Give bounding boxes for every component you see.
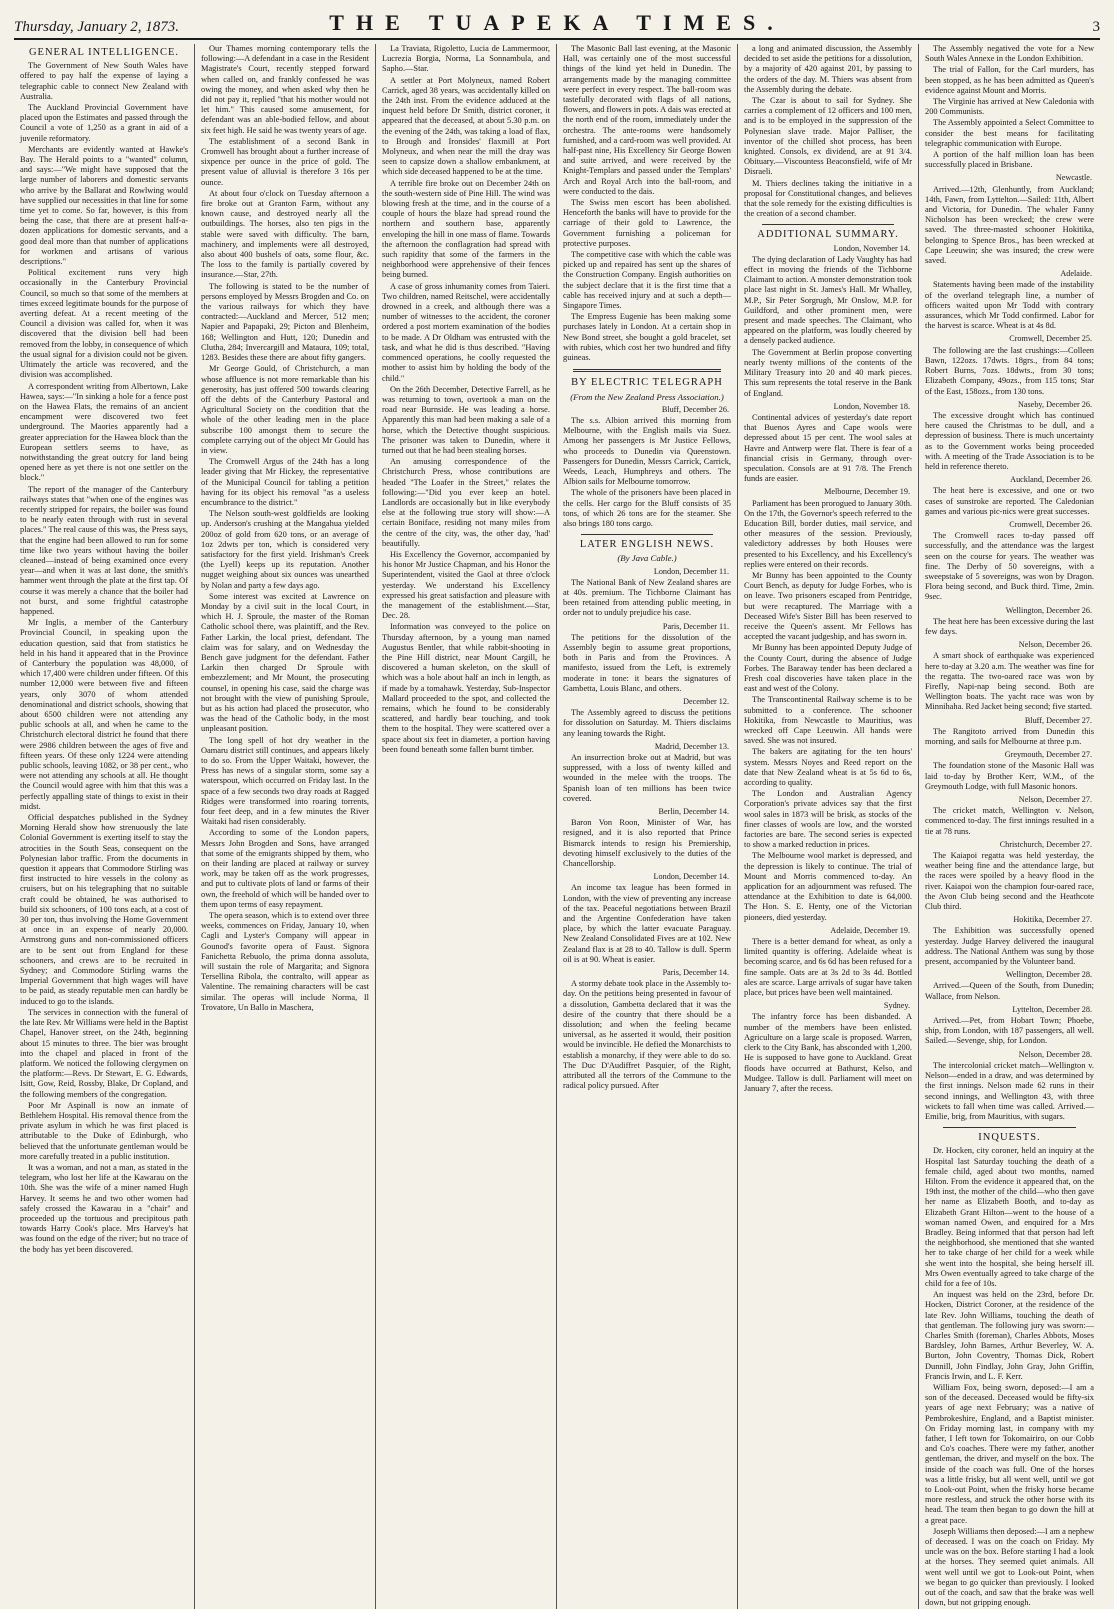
paragraph: A correspondent writing from Albertown, Lake Hawea, says:—"In sinking a hole for a fence post on the Hawea Flats, the remains of an ancient encampment were discovered two feet underground. The Maories apparently had a greater appreciation for the Hawea block than the European settlers seems to have, as notwithstanding the great outcry for land being opened here as yet there is not one settler on the block.": [20, 381, 188, 483]
dateline: Cromwell, December 25.: [1009, 334, 1092, 344]
paragraph: Some interest was excited at Lawrence on Monday by a civil suit in the local Court, in which H. J. Sproule, the master of the Roman Catholic school there, was plaintiff, and the Rev. Father Larkin, the local priest, defendant. The claim was for salary, and on Wednesday the Bench gave judgment for the defendant. Father Larkin then charged Dr Sproule with embezzlement; and Mr Mount, the prosecuting counsel, in opening his case, said the charge was not brought with the view of punishing Sproule, but as his action had placed the prosecutor, who was the head of the Catholic body, in the most unpleasant position.: [201, 591, 369, 734]
dateline: Adelaide, December 19.: [830, 925, 910, 935]
column-1: [14, 44, 195, 1609]
paragraph: The establishment of a second Bank in Cromwell has brought about a further increase of sixpence per ounce in the price of gold. The present value of alluvial is therefore 3 16s per ounce.: [201, 136, 369, 187]
paragraph: The Assembly negatived the vote for a New South Wales Annexe in the London Exhibition.: [925, 44, 1094, 64]
news-item: Arrived.—12th, Glenhuntly, from Auckland; 14th, Fawn, from Lyttelton.—Sailed: 11th, Albert and Victoria, for Dunedin. The whaler Fanny Nicholson has been wrecked; the crew were saved. The three-masted schooner Hokitika, belonging to Spence Bros., has been wrecked at Cape Leeuwin; she was insured; the crew were saved.: [925, 184, 1094, 266]
news-item: The whole of the prisoners have been placed in the cells. Her cargo for the Bluff consists of 35 tons, of which 26 tons are for the steamer. She also brings 180 tons cargo.: [563, 488, 731, 528]
dateline: Adelaide.: [1060, 269, 1092, 279]
news-item: The Kaiapoi regatta was held yesterday, the weather being fine and the attendance large, but the races were spoiled by a heavy flood in the river. Kaiapoi won the champion four-oared race, the Avon Club being second and the Heathcote Club third.: [925, 851, 1094, 912]
paragraph: Information was conveyed to the police on Thursday afternoon, by a young man named Augustus Bentler, that while rabbit-shooting in the Pine Hill district, near Mount Cargill, he discovered a human skeleton, on the skull of which was a hole about half an inch in length, as if made by a tomahawk. Yesterday, Sub-Inspector Mallard proceeded to the spot, and collected the remains, which he found to be considerably scattered, and hardly bear touching, and took them to the hospital. They were scattered over a space about six feet in diameter, a portion having been found beneath some fallen burnt timber.: [382, 622, 550, 754]
section-heading: LATER ENGLISH NEWS.: [579, 539, 715, 551]
paragraph: Joseph Williams then deposed:—I am a nephew of deceased. I was on the coach on Friday. My uncle was on the box. Before starting I had a look at the horses. They seemed quiet animals. All went well until we got to Look-out Point, when we began to go quicker than previously. I looked out of the coach, and saw that the brake was well down, but not gripping enough.: [925, 1526, 1094, 1608]
paragraph: The Swiss men escort has been abolished. Henceforth the banks will have to provide for the carriage of their gold to Lawrence, the Government furnishing a policeman for protective purposes.: [563, 198, 731, 248]
page-number: 3: [1092, 19, 1100, 35]
news-item: The Assembly agreed to discuss the petitions for dissolution on Saturday. M. Thiers disclaims any leaning towards the Right.: [563, 708, 731, 738]
paragraph: An inquest was held on the 23rd, before Dr. Hocken, District Coroner, at the residence of the late Rev. John Williams, touching the death of that gentleman. The following jury was sworn:—Charles Smith (foreman), Charles Abbots, Moses Bardsley, John Barnes, Arthur Beverley, W. A. Burton, John Coventry, Thomas Dick, Robert Dunnill, John Findlay, John Gray, John Griffin, Francis Irwin, and L. F. Kerr.: [925, 1290, 1094, 1381]
column-6: [919, 44, 1100, 1609]
news-item: The infantry force has been disbanded. A number of the members have been enlisted. Agriculture on a large scale is proposed. Warren, clerk to the City Bank, has absconded with 1,200. He is supposed to have gone to Auckland. Great floods have occurred at Bathurst, Kelso, and Mudgee. Tallow is dull. Parliament will meet on January 7, after the recess.: [744, 1012, 912, 1093]
news-item: An income tax league has been formed in London, with the view of preventing any increase of the tax. Peaceful negotiations between Brazil and the Argentine Confederation have taken place, by which the latter evacuate Paraguay. New Zealand Consolidated Fives are at 102. New Zealand flax is at 28 to 40. Tallow is dull. Sperm oil is at 90. Wheat is easier.: [563, 883, 731, 964]
section-heading: BY ELECTRIC TELEGRAPH: [571, 377, 723, 389]
column-3: [376, 44, 557, 1609]
article-body: [563, 44, 731, 363]
section-subhead: (From the New Zealand Press Association.): [570, 391, 724, 402]
news-item: The Melbourne wool market is depressed, and the depression is likely to continue. The trial of Mount and Morris commenced to-day. An application for an adjournment was refused. The attendance at the Exhibition to date is 64,000. The Hon. S. E. Henty, one of the Victorian pioneers, died yesterday.: [744, 851, 912, 922]
news-item: An insurrection broke out at Madrid, but was suppressed, with a loss of twenty killed and wounded in the melee with the troops. The Spanish loan of ten millions has been twice covered.: [563, 753, 731, 803]
column-2: [195, 44, 376, 1609]
dateline: Nelson, December 27.: [1018, 795, 1092, 805]
paragraph: Merchants are evidently wanted at Hawke's Bay. The Herald points to a "wanted" column, and says:—"We might have supposed that the large number of laborers and domestic servants who arrive by the Ballarat and Rowlwing would have supplied our necessities in that line for some time yet to come. So far, however, is this from being the case, that there are at present half-a-dozen applications for domestic servants, and a good deal more than that number of applications for workmen and artisans of various descriptions.": [20, 144, 188, 267]
column-4: [557, 44, 738, 1609]
summary-items: [744, 244, 912, 1094]
paragraph: A settler at Port Molyneux, named Robert Carrick, aged 38 years, was accidentally killed on the 24th inst. From the evidence adduced at the inquest held before Dr Smith, district coroner, it appeared that the deceased, at about 5.30 p.m. on the evening of the 24th, was taking a load of flax, to Brough and Ironsides' flaxmill at Port Molyneux, and when near the mill the dray was seen to capsize down a shallow embankment, at which side deceased happened to be at the time.: [382, 75, 550, 177]
paragraph: The long spell of hot dry weather in the Oamaru district still continues, and appears likely to do so. From the Upper Waitaki, however, the Press has news of a singular storm, some say a waterspout, which occurred on Friday last. In the space of a few seconds two dray roads at Ragged Ridges were transformed into roaring torrents, four feet deep, and in a few minutes the River Waitaki had risen considerably.: [201, 735, 369, 827]
paragraph: The following is stated to be the number of persons employed by Messrs Brogden and Co. on the various railways for which they have contracted:—Auckland and Mercer, 512 men; Napier and Papapaki, 29; Picton and Blenheim, 168; Wellington and Hutt, 120; Dunedin and Clutha, 284; Invercargill and Mataura, 109; total, 1283. Besides these there are about fifty gangers.: [201, 281, 369, 363]
news-item: The foundation stone of the Masonic Hall was laid to-day by Brother Kerr, W.M., of the Greymouth Lodge, with full Masonic honors.: [925, 761, 1094, 791]
news-item: The Government at Berlin propose converting nearly twenty millions of the contents of the Military Treasury into 20 and 40 mark pieces. This sum represents the total reserve in the Bank of England.: [744, 347, 912, 398]
article-body: [20, 61, 188, 1255]
news-item: The petitions for the dissolution of the Assembly begin to assume great proportions, both in Paris and from the Provinces. A manifesto, issued from the Left, is extremely moderate in tone: it bears the signatures of Gambetta, Louis Blanc, and others.: [563, 632, 731, 693]
issue-date: Thursday, January 2, 1873.: [14, 19, 179, 35]
paragraph: A terrible fire broke out on December 24th on the south-western side of Pine Hill. The wind was blowing fresh at the time, and in the course of a couple of hours the blaze had spread round the northern and southern base, apparently enveloping the hill in one mass of flame. Towards the afternoon the conflagration had spread with such rapidity that some of the farmers in the neighborhood were apprehensive of their fences being burned.: [382, 178, 550, 280]
section-divider: [573, 369, 721, 372]
news-item: The cricket match, Wellington v. Nelson, commenced to-day. The first innings resulted in a tie at 78 runs.: [925, 806, 1094, 836]
news-item: A stormy debate took place in the Assembly to-day. On the petitions being presented in favour of a dissolution, Gambetta declared that it was the desire of the country that there should be a dissolution; and when the feeling became universal, as he asserted it would, their position would be invincible. He defied the Monarchists to establish a monarchy, if they were able to do so. The Duc D'Audiffret Pasquier, of the Right, attributed all the terrors of the Commune to the radical policy pursued. After: [563, 979, 731, 1091]
paragraph: The services in connection with the funeral of the late Rev. Mr Williams were held in the Baptist Chapel, Hanover street, on the 24th, beginning about 15 minutes to three. The bier was brought into the chapel and placed in front of the platform. We noticed the following clergymen on the platform:—Revs. Dr Stewart, E. G. Edwards, Isitt, Gow, Reid, Rossby, Blake, Dr Copland, and the following members of the congregation.: [20, 1007, 188, 1099]
news-item: Mr Bunny has been appointed to the County Court Bench, as deputy for Judge Forbes, who is on leave. Two prisoners escaped from Pentridge, but were recaptured. The Marriage with a Deceased Wife's Sister Bill has been reserved to receive the Queen's assent. Mr Fellows has accepted the vacant judgeship, and has sworn in.: [744, 570, 912, 642]
news-item: Arrived.—Pet, from Hobart Town; Phoebe, ship, from London, with 187 passengers, all well. Sailed.—Sevenge, ship, for London.: [925, 1016, 1094, 1046]
news-item: The Transcontinental Railway scheme is to be submitted to a conference. The schooner Hokitika, from Newcastle to Mauritius, was wrecked off Cape Leeuwin. All hands were saved. She was not insured.: [744, 695, 912, 746]
paragraph: The Auckland Provincial Government have placed upon the Estimates and passed through the Council a vote of 1,250 as a grant in aid of a juvenile reformatory.: [20, 103, 188, 143]
paragraph: William Fox, being sworn, deposed:—I am a son of the deceased. Deceased would be fifty-six years of age next February; was a native of Pembrokeshire, England, and a Baptist minister. On Friday morning last, in company with my father, I left town for Tokomairiro, on our Cobb and Co's coaches. There were my father, another gentleman, the driver, and myself on the box. The inside of the coach was full. One of the horses was a little frisky, but all went well, until we got to Look-out Point, when the frisky horse became more restless, and struck the other horse with its head. The team then began to go down the hill at a great pace.: [925, 1382, 1094, 1525]
news-item: Continental advices of yesterday's date report that Buenos Ayres and Cape wools were depressed about 15 per cent. The wool sales at Havre and Antwerp were flat. There is fear of a financial crisis in Germany, through over-speculation. Consols are at 91 7/8. The French funds are easier.: [744, 412, 912, 484]
news-item: Baron Von Roon, Minister of War, has resigned, and it is also reported that Prince Bismarck intends to resign his Premiership, devoting himself exclusively to the duties of the Chancellorship.: [563, 818, 731, 869]
dateline: Greymouth, December 27.: [1004, 750, 1092, 760]
paragraph: The Czar is about to sail for Sydney. She carries a complement of 12 officers and 100 men, and is to be employed in the suppression of the Polynesian slave trade. Major Palliser, the inventor of the chilled shot process, has been knighted. Consols, ex dividend, are at 91 3/4. Obituary.—Viscountess Beaconsfield, wife of Mr Disraeli.: [744, 96, 912, 177]
dateline: Christchurch, December 27.: [999, 839, 1092, 849]
paragraph: The report of the manager of the Canterbury railways states that "when one of the engines was recently stripped for repairs, the boiler was found to be nearly eaten through with rust in several places." The real cause of this was, the Press says, that the engine had been allowed to run for some time like two years without having the boiler cleaned—instead of being examined once every year—and when it was at last done, the smith's hammer went through the plate at the first tap. Of course it was merely a chance that the boiler had not burst, and some frightful catastrophe happened.: [20, 484, 188, 616]
news-item: The intercolonial cricket match—Wellington v. Nelson—ended in a draw, and was determined by the first innings. Nelson made 62 runs in their second innings, and Wellington 43, with three wickets to fall when time was called. Arrived.—Emilie, brig, from Mauritius, with sugars.: [925, 1060, 1094, 1121]
newspaper-title: THE TUAPEKA TIMES.: [329, 10, 785, 35]
news-items: [925, 173, 1094, 1122]
telegraph-items: [563, 405, 731, 529]
article-body: [925, 44, 1094, 170]
news-item: Statements having been made of the instability of the overland telegraph line, a number of officers waited upon Mr Todd with contrary assurances, which Mr Todd confirmed. Labor for the harvest is scarce. Wheat is at 4s 8d.: [925, 280, 1094, 331]
paragraph: M. Thiers declines taking the initiative in a proposal for Constitutional changes, and believes that the sole remedy for the existing difficulties is the creation of a second chamber.: [744, 178, 912, 219]
dateline: Bluff, December 27.: [1024, 715, 1092, 725]
paragraph: Dr. Hocken, city coroner, held an inquiry at the Hospital last Saturday touching the death of a female child, aged about two months, named Hilton. From the evidence it appeared that, on the 19th inst, the mother of the child—who then gave her name as Elizabeth Booth, and to-day as Elizabeth Grant Hilton—went to the house of a woman named Owen, and enquired for a Mrs Bradley. Being informed that that person had left the neighborhood, she mentioned that she wanted her to take charge of her child for a week while she went into the hospital, she being herself ill. Mrs Owen eventually agreed to take charge of the child for a fee of 10s.: [925, 1146, 1094, 1288]
news-item: The bakers are agitating for the ten hours' system. Messrs Noyes and Reed report on the date that New Zealand wheat is at 5s 6d to 6s, according to quality.: [744, 747, 912, 788]
paragraph: His Excellency the Governor, accompanied by his honor Mr Justice Chapman, and his Honor the Superintendent, visited the Gaol at three o'clock yesterday. We understand his Excellency expressed his great satisfaction and pleasure with the management of the establishment.—Star, Dec. 28.: [382, 549, 550, 621]
paragraph: Official despatches published in the Sydney Morning Herald show how strenuously the late Colonial Government is exerting itself to stay the atrocities in the South Seas, consequent on the Polynesian labor traffic. From the documents in question it appears that Commodore Stirling was first instructed to hire vessels in the colony as cruisers, but on his telegraphing that no suitable craft could be obtained, he was authorised to build six schooners, of 100 tons each, at a cost of 30 per ton, thus involving the Home Government at once in an expense of nearly 20,000. Armstrong guns and non-commissioned officers are to be sent out from England for these schooners, and crews are to be recruited in Sydney; and Commodore Stirling warns the Imperial Government that high wages will have to be paid, as steady reputable men can hardly be induced to go to the islands.: [20, 813, 188, 1006]
paragraph: Poor Mr Aspinall is now an inmate of Bethlehem Hospital. His removal thence from the private asylum in which he was first placed is attributable to the Duke of Edinburgh, who believed that the unfortunate gentleman would be more carefully treated in a public institution.: [20, 1100, 188, 1161]
news-item: The excessive drought which has continued here caused the Christmas to be dull, and a depression of business. There is much uncertainty as to the Government works being proceeded with. A meeting of the Trade Association is to be held in reference thereto.: [925, 410, 1094, 471]
news-item: The heat here is excessive, and one or two cases of sunstroke are reported. The Caledonian games and various pic-nics were great successes.: [925, 486, 1094, 516]
article-body: [744, 44, 912, 219]
paragraph: Mr Inglis, a member of the Canterbury Provincial Council, in speaking upon the education question, said that from statistics he held in his hand it appeared that in the Province of Canterbury the population was 48,000, of which 17,400 were children under fifteen. Of this number 12,000 were between five and fifteen years, only 3070 of whom attended denominational and district schools, showing that about 6500 children were not attending any public schools at all, and when he came to the Christchurch electoral district he found that there were 2986 children between the ages of five and fifteen years. Of these only 1224 were attending public schools, leaving 1082, or 38 per cent., who were not attending any schools at all. He thought the Council would agree with him that this was a perfectly appalling state of things to exist in their midst.: [20, 618, 188, 811]
paragraph: The Nelson south-west goldfields are looking up. Anderson's crushing at the Mangahua yielded 200oz of gold from 620 tons, or an average of 1oz 2dwts per ton, which is considered very satisfactory for the first yield. Irishman's Creek (the Lyell) keeps up its reputation. Another nugget weighing about six ounces was unearthed by Nolan and party a few days ago.: [201, 509, 369, 590]
news-item: The s.s. Albion arrived this morning from Melbourne, with the English mails via Suez. Among her passengers is Mr Justice Fellows, who proceeds to Dunedin via Queenstown. Passengers for Dunedin, Messrs Carrick, Carrick, Weeds, Leach, Humphreys and others. The Albion sails for Melbourne tomorrow.: [563, 415, 731, 487]
paragraph: La Traviata, Rigoletto, Lucia de Lammermoor, Lucrezia Borgia, Norma, La Sonnambula, and Sapho.—Star.: [382, 44, 550, 74]
news-item: The dying declaration of Lady Vaughty has had effect in moving the friends of the Tichborne Claimant to action. A monster demonstration took place last night in St. James's Hall. Mr Whalley, M.P., Sir Peter Sorgrugh, Mr Onslow, M.P. for Guildford, and other prominent men, were present and made speeches. The Claimant, who appeared on the platform, was loudly cheered by a densely packed audience.: [744, 254, 912, 346]
dateline: Wellington, December 28.: [1005, 970, 1092, 980]
dateline: London, November 14.: [833, 243, 910, 253]
paragraph: The opera season, which is to extend over three weeks, commences on Friday, January 10, when Cagli and Lyster's Company will appear in Gounod's favorite opera of Faust. Signora Fanichetta Rebuolo, the prima donna assoluta, will sustain the role of Margarita; and Signora Tersellina Ribola, the contralto, will appear as Valentine. The remaining characters will be cast similar. The operas will include Norma, Il Trovatore, Un Ballo in Maschera,: [201, 911, 369, 1012]
paragraph: It was a woman, and not a man, as stated in the telegram, who lost her life at the Kawarau on the 10th. She was the wife of a miner named Hugh Harvey. It seems he and two other women had safely crossed the Kawarau in a "chair" and proceeded up the tortuous and precipitous path towards Harry Cook's place. Mrs Harvey's hat was found on the edge of the river; but no trace of the body has yet been discovered.: [20, 1162, 188, 1254]
dateline: Nelson, December 26.: [1018, 640, 1092, 650]
paragraph: A case of gross inhumanity comes from Taieri. Two children, named Reitschel, were accidentally drowned in a creek, and although there was a number of witnesses to the accident, the coroner ordered a post mortem examination of the bodies to be made. A Dr Oldham was entrusted with the task, and what he did is thus described. "Having commenced operations, he coolly requested the mother to assist him by holding the body of the child.": [382, 281, 550, 383]
section-divider: [762, 224, 894, 225]
news-item: The following are the last crushings:—Colleen Bawn, 122ozs. 17dwts. 18grs., from 84 tons; Robert Burns, 7ozs. 18dwts., from 30 tons; Elizabeth Company, 49ozs., from 115 tons; Star of the East, 158ozs., from 130 tons.: [925, 345, 1094, 396]
dateline: Newcastle.: [1055, 173, 1092, 183]
paragraph: According to some of the London papers, Messrs John Brogden and Sons, have arranged that some of the emigrants shipped by them, who on their landing are placed at railway or survey work, may be taken off as the work progresses, and put to cultivate plots of land or farms of their own, the freehold of which will be handed over to them upon terms of easy repayment.: [201, 828, 369, 909]
dateline: London, December 14.: [653, 872, 729, 882]
paragraph: The Cromwell Argus of the 24th has a long leader giving that Mr Hickey, the representative of the Municipal Council for tabling a petition having for its object his removal "as a useless encumbrance to the district.": [201, 457, 369, 507]
paragraph: A portion of the half million loan has been successfully placed in Brisbane.: [925, 150, 1094, 170]
news-item: Arrived.—Queen of the South, from Dunedin; Wallace, from Nelson.: [925, 981, 1094, 1001]
dateline: Naseby, December 26.: [1017, 399, 1092, 409]
masthead: [14, 6, 1100, 40]
dateline: Paris, December 11.: [662, 621, 729, 631]
section-subhead: (By Java Cable.): [617, 553, 677, 564]
dateline: Auckland, December 26.: [1010, 475, 1092, 485]
section-heading: ADDITIONAL SUMMARY.: [757, 229, 899, 241]
dateline: Cromwell, December 26.: [1009, 519, 1092, 529]
paragraph: Political excitement runs very high occasionally in the Canterbury Provincial Council, so much so that some of the members at times exceed legitimate bounds for the purpose of averting defeat. At a recent meeting of the Council a division was called for, when it was discovered that the division bell had been removed from the lobby, in consequence of which the usual signal for a division could not be given. Ultimately the article was recovered, and the division was accomplished.: [20, 268, 188, 380]
news-item: There is a better demand for wheat, as only a limited quantity is offering. Adelaide wheat is becoming scarce, and 6s 6d has been refused for a fine sample. Oats are at 3s 2d to 3s 4d. Bottled ales are scarce. Large arrivals of sugar have taken place, but prices have been well maintained.: [744, 937, 912, 998]
column-5: [738, 44, 919, 1609]
dateline: Paris, December 14.: [662, 968, 729, 978]
news-item: The Exhibition was successfully opened yesterday. Judge Harvey delivered the inaugural address. The National Anthem was sung by those present, accompanied by the Volunteer band.: [925, 926, 1094, 967]
paragraph: a long and animated discussion, the Assembly decided to set aside the petitions for a dissolution, by a majority of 420 against 201, by passing to the orders of the day. M. Thiers was absent from the Assembly during the debate.: [744, 44, 912, 94]
article-body: [382, 44, 550, 755]
paragraph: The Masonic Ball last evening, at the Masonic Hall, was certainly one of the most successful things of the kind yet held in Dunedin. The arrangements made by the managing committee were perfect in every respect. The ball-room was tastefully decorated with flags of all nations, flowers, and flowers in pots. A dais was erected at the north end of the room, immediately under the orchestra. The ante-rooms were handsomely furnished, and a card-room was well provided. At half-past nine, His Excellency Sir George Bowen and suite arrived, and were received by the Knight-Templars and passed under the Templars' Arch and Royal Arch into the ball-room, and were conducted to the dais.: [563, 44, 731, 196]
dateline: Sydney.: [883, 1001, 910, 1011]
paragraph: An amusing correspondence of the Christchurch Press, whose contributions are headed "The Loafer in the Street," relates the following:—"Did you ever keep an hotel. Landlords are occasionally but in like everybody else at the following true story will show:—A certain Boniface, residing not many miles from the centre of the city, was, the other day, 'had' beautifully.: [382, 457, 550, 548]
dateline: Lyttelton, December 28.: [1012, 1004, 1092, 1014]
paragraph: The trial of Fallon, for the Carl murders, has been stopped, as he has been admitted as Queen's evidence against Mount and Morris.: [925, 65, 1094, 95]
news-item: The Cromwell races to-day passed off successfully, and the attendance was the largest seen on the course for years. The weather was fine. The Derby of 50 sovereigns, with a sweepstake of 5 sovereigns, was won by Dragon. Flora being second, and Buck third. Time, 2min. 9sec.: [925, 531, 1094, 602]
paragraph: The Virginie has arrived at New Caledonia with 200 Communists.: [925, 97, 1094, 117]
paragraph: The Empress Eugenie has been making some purchases lately in London. At a certain shop in New Bond street, she bought a gold bracelet, set with rubies, which cost her two hundred and fifty guineas.: [563, 312, 731, 363]
news-item: Mr Bunny has been appointed Deputy Judge of the County Court, during the absence of Judge Forbes. The Baraway tender has been declared a Fresh coal discoveries have taken place in the east and west of the Colony.: [744, 643, 912, 694]
dateline: December 12.: [683, 696, 729, 706]
dateline: Berlin, December 14.: [658, 807, 729, 817]
dateline: Melbourne, December 19.: [824, 487, 910, 497]
paragraph: The Assembly appointed a Select Committee to consider the best means for facilitating telegraphic communication with Europe.: [925, 118, 1094, 148]
paragraph: At about four o'clock on Tuesday afternoon a fire broke out at Granton Farm, without any known cause, and destroyed nearly all the outbuildings. The horses, also ten pigs in the stable were saved with difficulty. The barn, machinery, and implements were all destroyed, also about 400 bushels of oats, some flour, &c. The loss to the family is partially covered by insurance.—Star, 27th.: [201, 188, 369, 280]
dateline: Wellington, December 26.: [1005, 605, 1092, 615]
news-item: The heat here has been excessive during the last few days.: [925, 616, 1094, 636]
section-divider: [581, 534, 713, 535]
english-news-items: [563, 567, 731, 1092]
inquest-items: [925, 1146, 1094, 1608]
dateline: London, December 11.: [653, 566, 729, 576]
dateline: Nelson, December 28.: [1018, 1049, 1092, 1059]
news-item: Parliament has been prorogued to January 30th. On the 17th, the Governor's speech referred to the Education Bill, border duties, mail service, and other measures of the session. Previously, valedictory addresses by both Houses were presented to his Excellency, and his Excellency's replies were entered on their records.: [744, 498, 912, 569]
paragraph: Mr George Gould, of Christchurch, a man whose affluence is not more remarkable than his generosity, has just offered 500 towards clearing off the debts of the Canterbury Pastoral and Agricultural Society on the condition that the whole of the other leading men in the place subscribe 100 amongst them to secure the complete carrying out of the object Mr Gould has in view.: [201, 364, 369, 455]
dateline: Hokitika, December 27.: [1013, 915, 1092, 925]
section-divider: [943, 1127, 1076, 1128]
news-item: A smart shock of earthquake was experienced here to-day at 3.20 a.m. The weather was fine for the regatta. The two-oared race was won by Firefly, Napi-nap being second. Both are Wellington boats. The yacht race was won by Minnihaha. Red Jacket being second; five started.: [925, 651, 1094, 712]
dateline: London, November 18.: [833, 401, 910, 411]
news-item: The Rangitoto arrived from Dunedin this morning, and sails for Melbourne at three p.m.: [925, 726, 1094, 746]
paragraph: The competitive case with which the cable was picked up and repaired has sent up the shares of the Construction Company. Engish authorities on the subject declare that it is the first time that a cable has received injury and at such a depth—Singapore Times.: [563, 250, 731, 311]
news-item: The London and Australian Agency Corporation's private advices say that the first wool sales in 1873 will be brisk, as stocks of the finer classes of wools are low, and the worsted factories are bare. The second series is expected to show a marked reduction in prices.: [744, 789, 912, 850]
dateline: Bluff, December 26.: [661, 404, 729, 414]
news-item: The National Bank of New Zealand shares are at 40s. premium. The Tichborne Claimant has been retained from attending public meeting, in order not to unduly prejudice his case.: [563, 577, 731, 618]
article-body: [201, 44, 369, 1013]
paragraph: On the 26th December, Detective Farrell, as he was returning to town, overtook a man on the road near Burnside. He was leading a horse. Apparently this man had been making a sale of a horse, which the Detective thought suspicious. The prisoner was taken to Dunedin, where it turned out that he had been stealing horses.: [382, 384, 550, 455]
section-heading: INQUESTS.: [978, 1132, 1041, 1144]
paragraph: The Government of New South Wales have offered to pay half the expense of laying a telegraphic cable to connect New Zealand with Australia.: [20, 61, 188, 101]
dateline: Madrid, December 13.: [654, 741, 729, 751]
section-heading: GENERAL INTELLIGENCE.: [28, 47, 180, 58]
paragraph: Our Thames morning contemporary tells the following:—A defendant in a case in the Resident Magistrate's Court, recently stepped forward when called on, and frankly confessed he was owing the money, and when asked why then he did not pay it, replied "that his mother would not let him." This caused some amusement, for defendant was an able-bodied fellow, and about six feet high. He said he was twenty years of age.: [201, 44, 369, 135]
columns: [14, 44, 1100, 1608]
